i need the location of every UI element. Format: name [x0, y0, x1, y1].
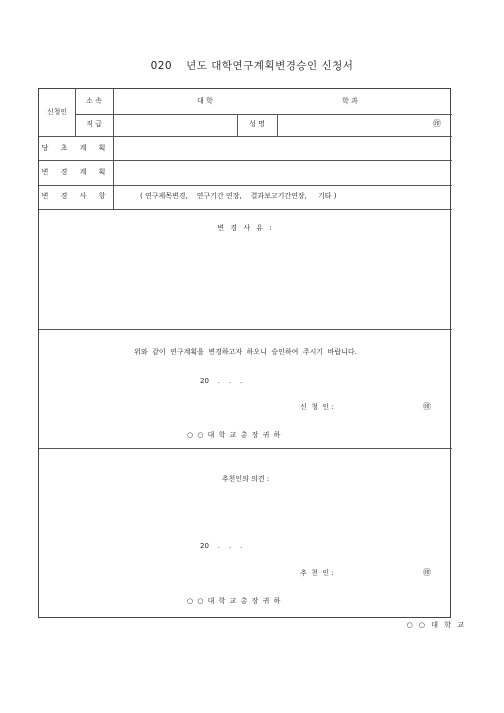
change-items-label: 변 경 사 항: [41, 192, 111, 200]
application-form: [38, 88, 451, 618]
footer-school: ○ ○ 대 학 교: [406, 621, 466, 629]
form-year: 020: [150, 60, 173, 72]
affiliation-label: 소 속: [86, 97, 102, 105]
rule-original-plan: [39, 160, 452, 161]
recommender-opinion-label: 추천인의 의견 :: [221, 475, 270, 483]
recommendation-addressee: ○ ○ 대 학 교 총 장 귀 하: [187, 597, 282, 605]
change-items-options: ( 연구제목변경, 연구기간 연장, 결과보고기간연장, 기타 ): [140, 192, 337, 200]
department-label: 학 과: [342, 97, 358, 105]
rule-changed-plan: [39, 185, 452, 186]
request-applicant-label: 신 청 인 :: [300, 403, 334, 411]
request-date: 20 . . .: [200, 377, 243, 385]
rule-label-col: [113, 89, 114, 209]
university-label: 대 학: [197, 97, 213, 105]
recommender-label: 추 천 인 :: [300, 569, 334, 577]
rule-reason: [39, 329, 452, 330]
request-statement: 위와 같이 연구계획을 변경하고자 하오니 승인하여 주시기 바랍니다.: [134, 348, 357, 356]
recommendation-seal: ㊞: [423, 568, 431, 577]
recommendation-date: 20 . . .: [200, 542, 243, 550]
original-plan-label: 당 초 계 획: [41, 144, 111, 152]
rule-applicant: [39, 136, 452, 137]
form-title-text: 년도 대학연구계획변경승인 신청서: [186, 60, 354, 72]
applicant-label: 신청인: [46, 108, 68, 116]
rule-applicant-col: [75, 89, 76, 136]
rank-label: 직 급: [86, 120, 102, 128]
form-title: [0, 58, 504, 73]
name-label: 성 명: [249, 120, 265, 128]
rule-affiliation: [75, 114, 452, 115]
changed-plan-label: 변 경 계 획: [41, 168, 111, 176]
applicant-seal: ㊞: [433, 119, 441, 128]
rule-request: [39, 448, 452, 449]
rule-change-items: [39, 209, 452, 210]
request-addressee: ○ ○ 대 학 교 총 장 귀 하: [187, 431, 282, 439]
change-reason-label: 변 경 사 유 :: [217, 224, 274, 232]
request-seal: ㊞: [423, 402, 431, 411]
rule-name-col: [277, 114, 278, 136]
